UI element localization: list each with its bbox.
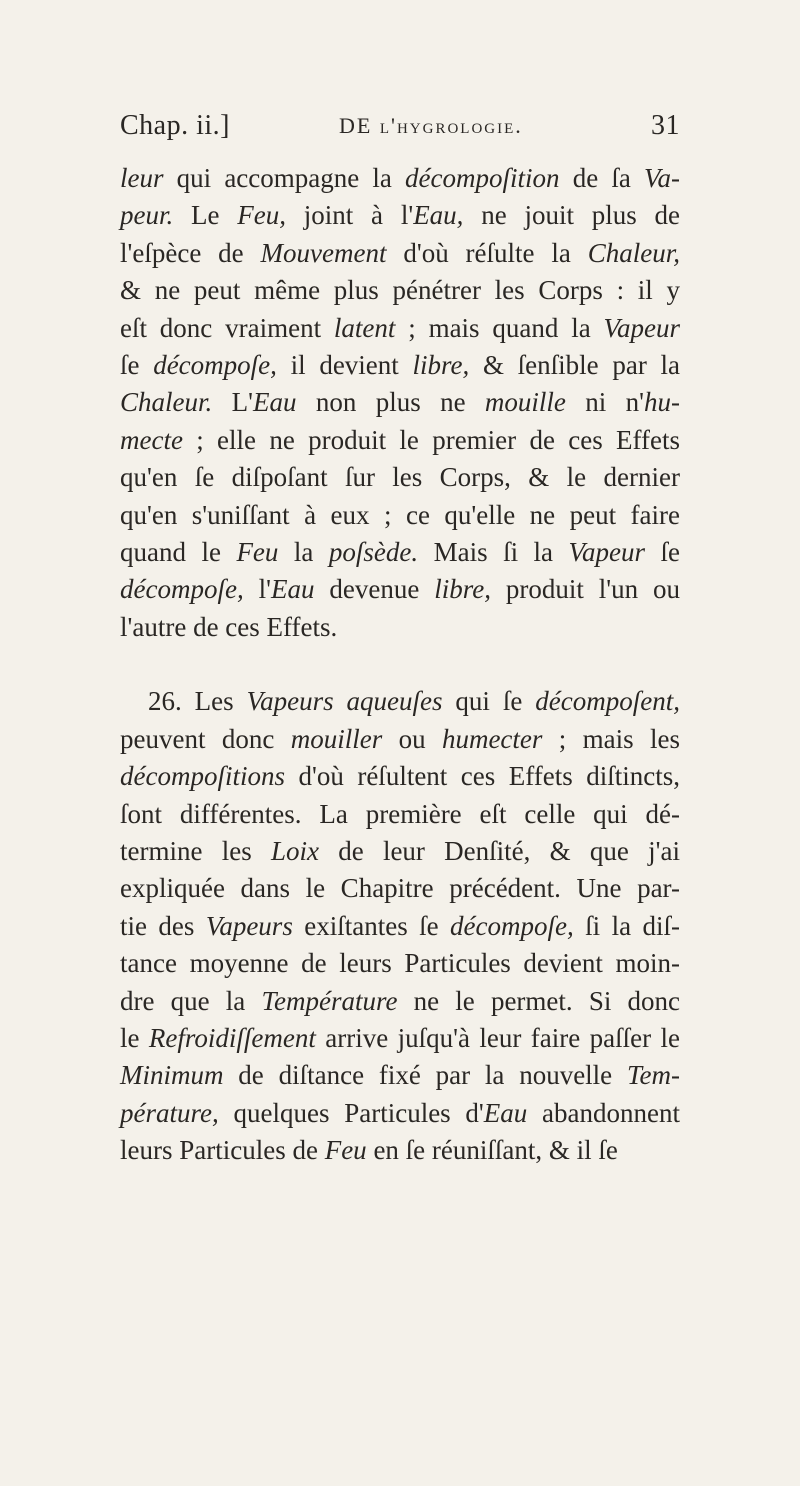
italic-text: Eau (483, 1097, 528, 1128)
text-line (120, 459, 680, 496)
text-run: ſi la diſ- (573, 910, 680, 941)
italic-text: leur (120, 163, 164, 193)
text-run: qui ſe (442, 686, 536, 717)
text-run: L' (212, 387, 253, 418)
text-run: ; elle ne produit le premier de ces Effets (182, 424, 680, 455)
italic-text: Chaleur. (120, 387, 213, 418)
text-run: d'où réſultent ces Effets diſtincts, (284, 761, 680, 792)
text-run: Le (173, 200, 238, 231)
italic-text: Tem- (626, 1060, 680, 1091)
text-run: qui accompagne la (163, 163, 406, 193)
italic-text: décompoſe, (120, 574, 244, 605)
text-line (120, 347, 680, 384)
text-line (120, 1020, 680, 1057)
text-run: joint à l' (286, 200, 414, 231)
italic-text: Feu (236, 536, 279, 567)
italic-text: décompoſitions (120, 761, 285, 792)
text-line (120, 758, 680, 795)
text-run: non plus ne (296, 387, 485, 418)
text-run: l' (243, 574, 271, 605)
paragraph-gap (120, 646, 680, 683)
text-run: ne le permet. Si donc (397, 985, 680, 1016)
text-run: peuvent donc (120, 723, 291, 754)
italic-text: mouille (484, 387, 566, 418)
text-run: ; mais quand la (395, 312, 604, 343)
text-run: de ſa (559, 163, 644, 193)
italic-text: Loix (270, 836, 319, 867)
text-run: devenue (314, 574, 435, 605)
text-line (120, 1095, 680, 1132)
text-line (120, 197, 680, 234)
text-run: en ſe réuniſſant, & il ſe (366, 1135, 618, 1166)
text-run: 26. Les (148, 686, 247, 717)
text-run: ou (382, 723, 442, 754)
text-run: d'où réſulte la (386, 237, 588, 268)
text-run: & ſenſible par la (469, 349, 680, 380)
text-line (120, 534, 680, 571)
italic-text: humecter (441, 723, 543, 754)
italic-text: Eau, (413, 200, 464, 231)
italic-text: décompoſent, (535, 686, 680, 717)
text-run: il devient (276, 349, 413, 380)
text-line (120, 908, 680, 945)
running-title-prefix: DE (339, 113, 380, 138)
italic-text: Feu, (237, 200, 287, 231)
text-line (120, 1132, 680, 1169)
text-run: l'eſpèce de (120, 237, 261, 268)
italic-text: mouiller (290, 723, 383, 754)
text-line (120, 945, 680, 982)
italic-text: Vapeur (568, 536, 646, 567)
text-line (120, 796, 680, 833)
text-run: de leur Denſité, & que j'ai (318, 836, 680, 867)
text-line (120, 235, 680, 272)
italic-text: libre, (434, 574, 491, 605)
italic-text: peur. (120, 200, 174, 231)
paragraph-p1 (120, 160, 680, 646)
text-line (120, 272, 680, 309)
text-run: ſe (120, 349, 154, 380)
text-line (120, 683, 680, 720)
italic-text: mecte (120, 424, 183, 455)
italic-text: décompoſe, (153, 349, 277, 380)
italic-text: Température (261, 985, 398, 1016)
italic-text: Eau (270, 574, 315, 605)
running-title (339, 113, 523, 139)
italic-text: décompoſe, (450, 910, 574, 941)
italic-text: Refroidiſſement (148, 1022, 316, 1053)
body-text (120, 160, 680, 1170)
italic-text: Feu (324, 1135, 367, 1166)
text-line (120, 571, 680, 608)
italic-text: Va- (643, 163, 680, 193)
page-number: 31 (651, 110, 680, 141)
page-header (120, 110, 680, 150)
italic-text: Mouvement (260, 237, 387, 268)
italic-text: pérature, (120, 1097, 219, 1128)
text-run: leurs Particules de (120, 1135, 325, 1166)
italic-text: Vapeurs (205, 910, 293, 941)
text-line (120, 1057, 680, 1094)
text-run: ſe (645, 536, 680, 567)
text-line (120, 422, 680, 459)
text-line (120, 870, 680, 907)
text-run: Mais ſi la (418, 536, 569, 567)
text-run: termine les (120, 836, 271, 867)
text-run: le (120, 1022, 149, 1053)
italic-text: Eau (252, 387, 297, 418)
text-run: quand le (120, 536, 237, 567)
italic-text: poſsède. (328, 536, 419, 567)
text-run: l'autre de ces Effets. (120, 611, 338, 642)
text-run: qu'en s'uniſſant à eux ; ce qu'elle ne peut faire (120, 499, 680, 530)
italic-text: décompoſition (405, 163, 560, 193)
text-line (120, 160, 680, 197)
text-line (120, 609, 680, 646)
text-run: & ne peut même plus pénétrer les Corps : il y (120, 275, 680, 306)
text-line (120, 721, 680, 758)
text-run: ne jouit plus de (463, 200, 681, 231)
text-run: de diſtance fixé par la nouvelle (223, 1060, 627, 1091)
text-line (120, 983, 680, 1020)
text-line (120, 310, 680, 347)
text-run: eſt donc vraiment (120, 312, 334, 343)
chapter-label: Chap. ii.] (120, 110, 230, 141)
text-run: tie des (120, 910, 206, 941)
text-run: produit l'un ou (490, 574, 680, 605)
italic-text: latent (333, 312, 396, 343)
text-run: tance moyenne de leurs Particules devient moin- (120, 948, 680, 979)
text-run: qu'en ſe diſpoſant ſur les Corps, & le dernier (120, 462, 680, 493)
italic-text: Vapeurs aqueuſes (246, 686, 443, 717)
text-line (120, 497, 680, 534)
italic-text: Chaleur, (587, 237, 680, 268)
text-line (120, 384, 680, 421)
italic-text: Minimum (120, 1060, 224, 1091)
text-run: ni n' (565, 387, 644, 418)
text-run: la (278, 536, 329, 567)
text-run: exiſtantes ſe (292, 910, 451, 941)
italic-text: hu- (644, 387, 680, 418)
text-run: dre que la (120, 985, 262, 1016)
paragraph-p2 (120, 683, 680, 1169)
italic-text: libre, (412, 349, 470, 380)
text-run: arrive juſqu'à leur faire paſſer le (315, 1022, 680, 1053)
text-run: quelques Particules d' (218, 1097, 484, 1128)
text-run: ſont différentes. La première eſt celle qui dé- (120, 798, 680, 829)
text-line (120, 833, 680, 870)
running-title-main: l'hygrologie. (379, 113, 523, 138)
text-run: abandonnent (527, 1097, 680, 1128)
italic-text: Vapeur (603, 312, 681, 343)
text-run: ; mais les (542, 723, 681, 754)
text-run: expliquée dans le Chapitre précédent. Une par- (120, 873, 680, 904)
